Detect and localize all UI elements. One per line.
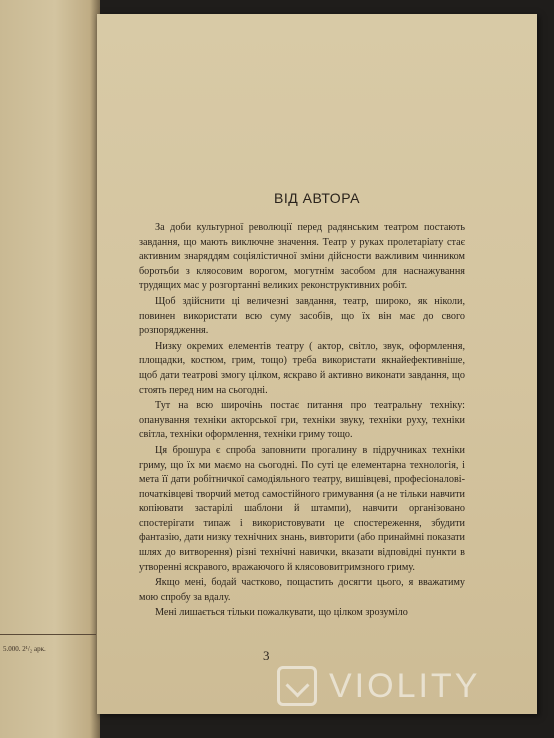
left-page — [0, 0, 100, 738]
page-number: 3 — [263, 648, 270, 663]
print-info: 5.000. 2¹/₂ арк. — [3, 645, 46, 653]
watermark — [277, 666, 480, 706]
paragraph-5: Ця брошура є спроба заповнити прогалину в підручниках техніки гриму, що їх ми маємо на сьогодні. По суті це елементарна технологія, і мета її дати робітничкої самодіяльного театру, вишівцеві, професіоналові-початківцеві творчий метод самостійного гримування (а не тільки навчити копіювати застарілі шаблони й штампи), навчити організовано спостерігати типаж і використовувати це спостереження, збудити фантазію, дати низку технічних знань, вивторити (або принаймні показати шлях до витворення) різні технічні навички, вказати відповідні пункти в утворенні яскравого, вражаючого й клясововитримзного гриму. — [139, 444, 465, 573]
left-page-rule — [0, 634, 96, 635]
right-page — [97, 14, 537, 714]
paragraph-7: Мені лишається тільки пожалкувати, що цілком зрозуміло — [155, 607, 408, 619]
violity-logo-icon — [277, 666, 317, 706]
paragraph-6: Якщо мені, бодай частково, пощастить досягти цього, я вважатиму мою спробу за вдалу. — [139, 577, 465, 603]
paragraph-3: Низку окремих елементів театру ( актор, світло, звук, оформлення, площадки, костюм, грим, тощо) треба використати якнайефективніше, щоб дати театрові змогу цілком, яскраво й активно виконати завдання, що стоять перед ним на сьогодні. — [139, 340, 465, 396]
page-title: ВІД АВТОРА — [274, 190, 360, 206]
watermark-text: VIOLITY — [329, 666, 481, 705]
paragraph-4: Тут на всю широчінь постає питання про театральну техніку: опанування техніки акторської гри, техніки звуку, техніки руху, техніки світла, техніки оформлення, техніки гриму тощо. — [139, 400, 465, 441]
paragraph-2: Щоб здійснити ці величезні завдання, театр, широко, як ніколи, повинен використати всю суму засобів, що їх він має до свого розпорядження. — [139, 295, 465, 337]
paragraph-1: За доби культурної революції перед радянським театром постають завдання, що мають виключне значення. Театр у руках пролетаріату стає активним знаряддям соціялістичної зміни дійсности важливим чинником боротьби з кляосовим ворогом, могутнім засобом для наснажування трудящих мас у розгортанні великих реконструктивних робіт. — [139, 222, 465, 292]
body-text — [139, 221, 465, 622]
